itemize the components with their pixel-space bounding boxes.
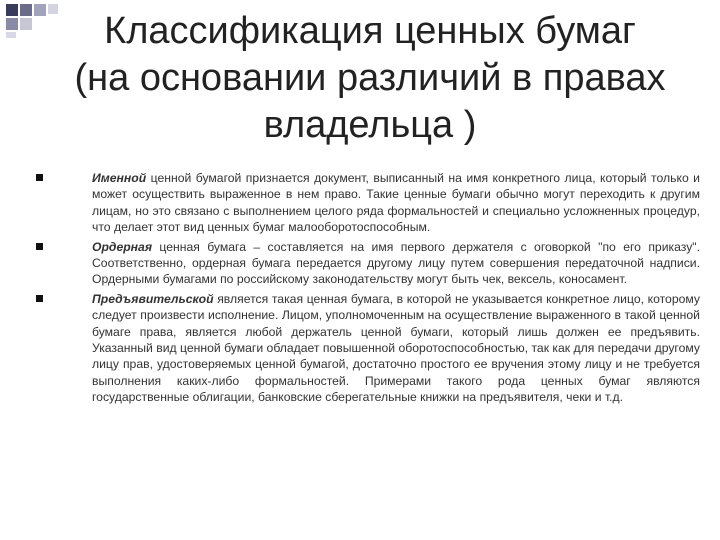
- definition: ценная бумага – составляется на имя первого держателя с оговоркой "по его приказу". Соответственно, ордерная бумага передается другому лицу путем совершения передаточной надписи. Ордерными бумагами по российскому законодательству могут быть чек, вексель, коносамент.: [92, 239, 700, 287]
- square-bullet-icon: [36, 174, 43, 181]
- title-line: владельца ): [263, 104, 477, 146]
- title-line: (на основании различий в правах: [74, 57, 666, 99]
- bullet-list: [36, 170, 700, 409]
- list-item: [36, 170, 700, 236]
- title-line: Классификация ценных бумаг: [104, 10, 636, 52]
- square-decoration: [6, 32, 16, 38]
- term: Предъявительской: [92, 291, 214, 306]
- square-bullet-icon: [36, 243, 43, 250]
- square-decoration: [6, 18, 18, 30]
- term: Именной: [92, 171, 147, 185]
- definition: является такая ценная бумага, в которой не указывается конкретное лицо, которому следует произвести исполнение. Лицом, уполномоченным на осуществление выраженного в такой ценной бумаге права, является любой держатель ценной бумаги, который лишь должен ее предъявить. Указанный вид ценной бумаги обладает повышенной оборотоспособностью, так как для передачи другому лицу прав, удостоверяемых ценной бумагой, достаточно простого ее вручения этому лицу и не требуется выполнения каких-либо формальностей. Примерами такого рода ценных бумаг являются государственные облигации, банковские сберегательные книжки на предъявителя, чеки и т.д.: [92, 291, 700, 405]
- paragraph: [92, 291, 700, 406]
- slide-title: [30, 8, 710, 149]
- list-item: [36, 239, 700, 288]
- square-decoration: [6, 4, 18, 16]
- square-bullet-icon: [36, 295, 43, 302]
- list-item: [36, 291, 700, 406]
- definition: ценной бумагой признается документ, выписанный на имя конкретного лица, который только и может осуществить выраженное в нем право. Такие ценные бумаги обычно могут переходить к другим лицам, но это связано с выполнением целого ряда формальностей и специально усложненных процедур, что делает этот вид ценных бумаг малооборотоспособным.: [92, 171, 700, 235]
- term: Ордерная: [92, 239, 152, 254]
- paragraph: [92, 239, 700, 288]
- paragraph: [92, 170, 700, 236]
